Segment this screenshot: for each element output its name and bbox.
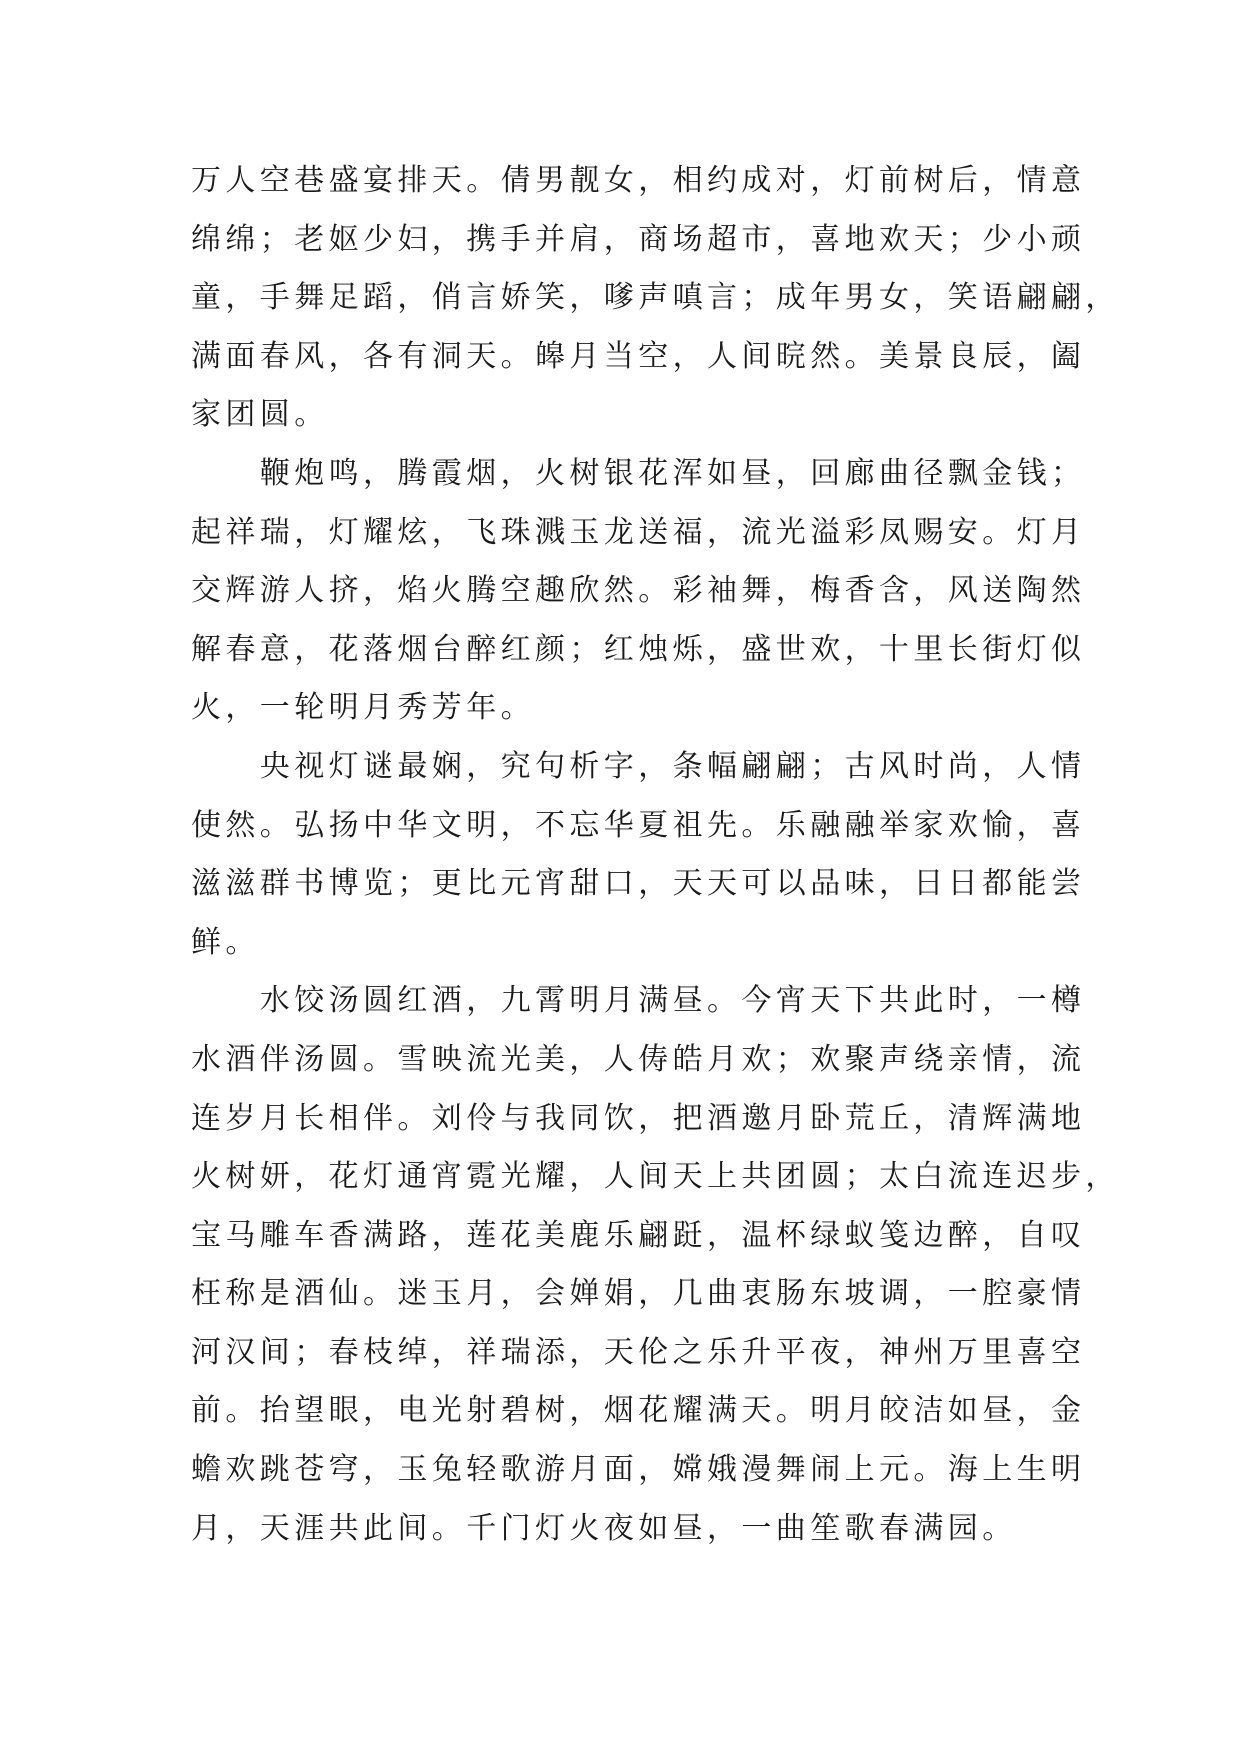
body-text — [191, 152, 1120, 1558]
text-line: 起祥瑞，灯耀炫，飞珠溅玉龙送福，流光溢彩凤赐安。灯月 — [191, 514, 1086, 550]
text-line: 央视灯谜最娴，究句析字，条幅翩翩；古风时尚，人情 — [191, 748, 1086, 784]
text-line: 使然。弘扬中华文明，不忘华夏祖先。乐融融举家欢愉，喜 — [191, 807, 1086, 843]
text-line: 滋滋群书博览；更比元宵甜口，天天可以品味，日日都能尝 — [191, 866, 1086, 902]
text-line: 满面春风，各有洞天。皞月当空，人间晥然。美景良辰，阖 — [191, 338, 1086, 374]
text-line: 河汉间；春枝绰，祥瑞添，天伦之乐升平夜，神州万里喜空 — [191, 1334, 1086, 1370]
text-line: 蟾欢跳苍穹，玉兔轻歌游月面，嫦娥漫舞闹上元。海上生明 — [191, 1452, 1086, 1488]
text-line: 解春意，花落烟台醉红颜；红烛烁，盛世欢，十里长街灯似 — [191, 631, 1086, 667]
text-line: 鲜。 — [191, 924, 260, 960]
text-line: 水饺汤圆红酒，九霄明月满昼。今宵天下共此时，一樽 — [191, 983, 1086, 1019]
text-line: 鞭炮鸣，腾霞烟，火树银花浑如昼，回廊曲径飘金钱； — [191, 455, 1086, 491]
text-line: 火树妍，花灯通宵霓光耀，人间天上共团圆；太白流连迟步， — [191, 1159, 1120, 1195]
text-line: 万人空巷盛宴排天。倩男靓女，相约成对，灯前树后，情意 — [191, 163, 1086, 198]
text-line: 绵绵；老妪少妇，携手并肩，商场超市，喜地欢天；少小顽 — [191, 221, 1086, 257]
text-line: 宝马雕车香满路，莲花美鹿乐翩跹，温杯绿蚁笺边醉，自叹 — [191, 1217, 1086, 1253]
text-line: 火，一轮明月秀芳年。 — [191, 690, 535, 726]
text-line: 连岁月长相伴。刘伶与我同饮，把酒邀月卧荒丘，清辉满地 — [191, 1100, 1086, 1136]
text-line: 童，手舞足蹈，俏言娇笑，嗲声嗔言；成年男女，笑语翩翩， — [191, 280, 1120, 316]
text-line: 家团圆。 — [191, 397, 329, 433]
text-line: 前。抬望眼，电光射碧树，烟花耀满天。明月皎洁如昼，金 — [191, 1393, 1086, 1429]
text-line: 水酒伴汤圆。雪映流光美，人俦皓月欢；欢聚声绕亲情，流 — [191, 1041, 1086, 1077]
text-line: 月，天涯共此间。千门灯火夜如昼，一曲笙歌春满园。 — [191, 1510, 1017, 1546]
text-line: 枉称是酒仙。迷玉月，会婵娟，几曲衷肠东坡调，一腔豪情 — [191, 1276, 1086, 1312]
text-line: 交辉游人挤，焰火腾空趣欣然。彩袖舞，梅香含，风送陶然 — [191, 573, 1086, 609]
